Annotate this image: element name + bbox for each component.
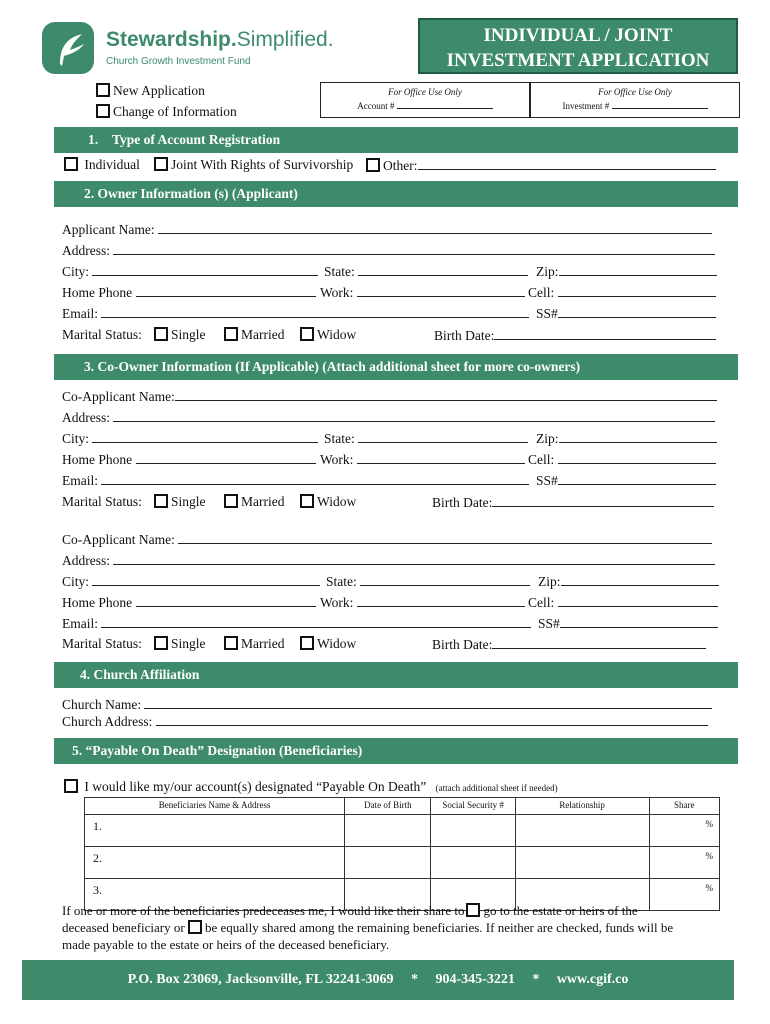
leaf-logo-icon: [42, 22, 94, 74]
co-applicant2-name-field[interactable]: [178, 531, 712, 544]
co-email-field[interactable]: [101, 472, 529, 485]
beneficiary-paragraph: [62, 902, 732, 953]
cell-field[interactable]: [558, 284, 716, 297]
change-info-label: Change of Information: [113, 104, 237, 119]
zip-label: Zip:: [536, 431, 559, 446]
office-title: For Office Use Only: [598, 87, 672, 97]
city-label: City:: [62, 574, 90, 589]
state-label: State:: [324, 264, 355, 279]
individual-checkbox[interactable]: [64, 157, 78, 171]
zip-label: Zip:: [536, 264, 559, 279]
widow-label: Widow: [317, 494, 357, 509]
single-label: Single: [171, 636, 206, 651]
address-label: Address:: [62, 553, 110, 568]
section3-title: 3. Co-Owner Information (If Applicable) (Attach additional sheet for more co-owners): [84, 359, 581, 374]
work-field[interactable]: [357, 284, 525, 297]
brand-tagline: Church Growth Investment Fund: [106, 56, 251, 67]
birth-date-label: Birth Date:: [432, 637, 493, 652]
co2-zip-field[interactable]: [561, 573, 719, 586]
co-cell-field[interactable]: [558, 451, 716, 464]
dob-cell[interactable]: [345, 847, 431, 879]
individual-label: Individual: [84, 157, 140, 172]
section5-header: [54, 738, 738, 764]
header-dob: Date of Birth: [345, 798, 431, 815]
single-label: Single: [171, 494, 206, 509]
work-label: Work:: [320, 452, 354, 467]
church-address-field[interactable]: [156, 713, 708, 726]
other-label: Other:: [383, 158, 418, 173]
birth-date-label: Birth Date:: [432, 495, 493, 510]
section1-title: Type of Account Registration: [112, 132, 281, 147]
co2-state-field[interactable]: [360, 573, 530, 586]
married-checkbox[interactable]: [224, 494, 238, 508]
account-number-label: Account #: [357, 101, 395, 111]
married-label: Married: [241, 636, 285, 651]
email-label: Email:: [62, 616, 98, 631]
cell-label: Cell:: [528, 595, 555, 610]
dob-cell[interactable]: [345, 815, 431, 847]
home-phone-label: Home Phone: [62, 452, 133, 467]
marital-label: Marital Status:: [62, 327, 142, 342]
pod-label: I would like my/our account(s) designated “Payable On Death”: [84, 779, 427, 794]
section2-title: 2. Owner Information (s) (Applicant): [84, 186, 298, 201]
pod-attach-note: (attach additional sheet if needed): [435, 783, 558, 793]
co-home-phone-field[interactable]: [136, 451, 316, 464]
joint-label: Joint With Rights of Survivorship: [171, 157, 354, 172]
investment-number-label: Investment #: [562, 101, 610, 111]
equally-shared-checkbox[interactable]: [188, 920, 202, 934]
para-line1: If one or more of the beneficiaries predeceases me, I would like their share to: [62, 903, 465, 918]
ss-field[interactable]: [558, 305, 716, 318]
share-cell[interactable]: %: [649, 815, 719, 847]
co2-city-field[interactable]: [92, 573, 320, 586]
co-applicant-name-field[interactable]: [175, 388, 717, 401]
married-label: Married: [241, 327, 285, 342]
change-info-checkbox[interactable]: [96, 104, 110, 118]
share-cell[interactable]: %: [649, 847, 719, 879]
section4-header: [54, 662, 738, 688]
widow-label: Widow: [317, 636, 357, 651]
relationship-cell[interactable]: [515, 815, 649, 847]
birth-date-label: Birth Date:: [434, 328, 495, 343]
new-application-label: New Application: [113, 83, 205, 98]
section4-title: 4. Church Affiliation: [80, 667, 200, 682]
office-title: For Office Use Only: [388, 87, 462, 97]
church-name-field[interactable]: [144, 696, 712, 709]
section1-header: [54, 127, 738, 153]
widow-checkbox[interactable]: [300, 327, 314, 341]
widow-checkbox[interactable]: [300, 636, 314, 650]
co-applicant-name-label: Co-Applicant Name:: [62, 389, 175, 404]
co2-work-field[interactable]: [357, 594, 525, 607]
pod-checkbox[interactable]: [64, 779, 78, 793]
row-number: 2.: [85, 847, 345, 879]
section3-header: [54, 354, 738, 380]
title-line2: INVESTMENT APPLICATION: [446, 50, 710, 71]
work-label: Work:: [320, 285, 354, 300]
single-label: Single: [171, 327, 206, 342]
cell-label: Cell:: [528, 285, 555, 300]
section2-header: [54, 181, 738, 207]
co2-address-field[interactable]: [113, 552, 715, 565]
brand-light: Simplified.: [236, 28, 334, 51]
married-checkbox[interactable]: [224, 327, 238, 341]
para-line2b: be equally shared among the remaining beneficiaries. If neither are checked, funds will be: [204, 920, 674, 935]
email-field[interactable]: [101, 305, 529, 318]
co2-cell-field[interactable]: [558, 594, 718, 607]
address-label: Address:: [62, 410, 110, 425]
co-work-field[interactable]: [357, 451, 525, 464]
city-label: City:: [62, 264, 90, 279]
other-checkbox[interactable]: [366, 158, 380, 172]
co-city-field[interactable]: [92, 430, 318, 443]
state-field[interactable]: [358, 263, 528, 276]
email-label: Email:: [62, 473, 98, 488]
para-line2: deceased beneficiary or: [62, 920, 185, 935]
home-phone-field[interactable]: [136, 284, 316, 297]
para-line3: made payable to the estate or heirs of the deceased beneficiary.: [62, 937, 390, 952]
account-number-field[interactable]: [397, 100, 493, 109]
co2-birth-date-field[interactable]: [492, 636, 706, 649]
investment-number-field[interactable]: [612, 100, 708, 109]
state-label: State:: [326, 574, 357, 589]
office-investment-box: [530, 82, 740, 118]
marital-label: Marital Status:: [62, 636, 142, 651]
widow-checkbox[interactable]: [300, 494, 314, 508]
church-name-label: Church Name:: [62, 697, 142, 712]
office-account-box: [320, 82, 530, 118]
co-applicant-name-label: Co-Applicant Name:: [62, 532, 175, 547]
widow-label: Widow: [317, 327, 357, 342]
address-label: Address:: [62, 243, 110, 258]
co2-email-field[interactable]: [101, 615, 531, 628]
single-checkbox[interactable]: [154, 636, 168, 650]
church-address-label: Church Address:: [62, 714, 153, 729]
single-checkbox[interactable]: [154, 494, 168, 508]
co-birth-date-field[interactable]: [492, 494, 714, 507]
section5-title: 5. “Payable On Death” Designation (Beneficiaries): [72, 743, 363, 758]
single-checkbox[interactable]: [154, 327, 168, 341]
co-address-field[interactable]: [113, 409, 715, 422]
birth-date-field[interactable]: [494, 327, 716, 340]
co2-ss-field[interactable]: [560, 615, 718, 628]
co-state-field[interactable]: [358, 430, 528, 443]
ss-label: SS#: [538, 616, 560, 631]
beneficiaries-table: [84, 797, 720, 911]
ss-label: SS#: [536, 473, 558, 488]
title-line1: INDIVIDUAL / JOINT: [483, 25, 673, 46]
zip-field[interactable]: [559, 263, 717, 276]
footer-contact: P.O. Box 23069, Jacksonville, FL 32241-3069 * 904-345-3221 * www.cgif.co: [22, 960, 734, 1000]
applicant-name-field[interactable]: [158, 221, 712, 234]
work-label: Work:: [320, 595, 354, 610]
estate-checkbox[interactable]: [466, 903, 480, 917]
address-field[interactable]: [113, 242, 715, 255]
co-ss-field[interactable]: [558, 472, 716, 485]
co2-home-phone-field[interactable]: [136, 594, 316, 607]
para-line1b: go to the estate or heirs of the: [483, 903, 638, 918]
applicant-name-label: Applicant Name:: [62, 222, 155, 237]
married-checkbox[interactable]: [224, 636, 238, 650]
header-ssn: Social Security #: [431, 798, 515, 815]
logo: [42, 22, 362, 74]
marital-label: Marital Status:: [62, 494, 142, 509]
header-share: Share: [649, 798, 719, 815]
table-row: [85, 847, 720, 879]
share-cell[interactable]: %: [649, 879, 719, 911]
row-number: 3.: [85, 879, 345, 911]
other-field[interactable]: [418, 157, 716, 170]
section1-number: 1.: [88, 132, 99, 147]
cell-label: Cell:: [528, 452, 555, 467]
ssn-cell[interactable]: [431, 847, 515, 879]
zip-label: Zip:: [538, 574, 561, 589]
title-box: [418, 18, 738, 74]
ssn-cell[interactable]: [431, 815, 515, 847]
email-label: Email:: [62, 306, 98, 321]
header-relationship: Relationship: [515, 798, 649, 815]
relationship-cell[interactable]: [515, 847, 649, 879]
city-field[interactable]: [92, 263, 318, 276]
new-application-checkbox[interactable]: [96, 83, 110, 97]
row-number: 1.: [85, 815, 345, 847]
home-phone-label: Home Phone: [62, 595, 133, 610]
married-label: Married: [241, 494, 285, 509]
joint-checkbox[interactable]: [154, 157, 168, 171]
brand-bold: Stewardship.: [106, 28, 237, 51]
city-label: City:: [62, 431, 90, 446]
state-label: State:: [324, 431, 355, 446]
ss-label: SS#: [536, 306, 558, 321]
co-zip-field[interactable]: [559, 430, 717, 443]
table-row: [85, 815, 720, 847]
home-phone-label: Home Phone: [62, 285, 133, 300]
header-name: Beneficiaries Name & Address: [85, 798, 345, 815]
